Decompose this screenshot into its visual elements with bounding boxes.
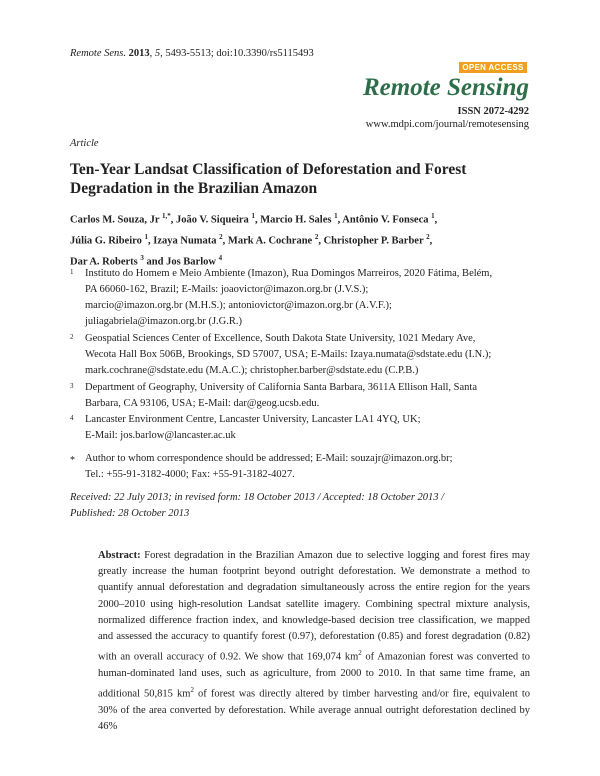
author: Christopher P. Barber (323, 235, 424, 247)
author: Izaya Numata (153, 235, 217, 247)
author-list: Carlos M. Souza, Jr $^{1,*}$, João V. Siqueira $^1$, Marcio H. Sales $^1$, Antônio V. Fonseca $^1$, Júlia G. Ribeiro $^1$, Izaya Numata $^2$, Mark A. Cochrane $^2$, Christopher P. Barber $^2$, Dar A. Roberts $^3$ and Jos Barlow $^4$ (70, 212, 438, 268)
paper-title: Ten-Year Landsat Classification of Deforestation and Forest Degradation in the Brazilian Amazon (70, 161, 467, 197)
author: Marcio H. Sales (260, 214, 332, 226)
author: Dar A. Roberts (70, 256, 138, 268)
author: Carlos M. Souza, Jr (70, 214, 160, 226)
author: Jos Barlow (166, 256, 216, 268)
article-type: Article (70, 138, 99, 149)
citation-volume: 5 (154, 48, 161, 59)
author: Júlia G. Ribeiro (70, 235, 142, 247)
journal-abbreviation: Remote Sens. (70, 48, 126, 59)
author: Antônio V. Fonseca (342, 214, 429, 226)
citation-year: 2013 (128, 48, 150, 59)
abstract: Abstract: Forest degradation in the Brazilian Amazon due to selective logging and forest fires may greatly increase the human footprint beyond outright deforestation. We demonstrate a method to quantify annual deforestation and degradation simultaneously across the entire region for the years 2000–2010 using high-resolution Landsat satellite imagery. Combining spectral mixture analysis, normalized difference fraction index, and knowledge-based decision tree classification, we mapped and assessed the accuracy to quantify forest (0.97), deforestation (0.85) and forest degradation (0.82) with an overall accuracy of 0.92. We show that 169,074 $km^2$ of Amazonian forest was converted to human-dominated land uses, such as agriculture, from 2000 to 2010. In that same time frame, an additional 50,815 $km^2$ of forest was directly altered by timber harvesting and/or fire, equivalent to 30% of the area converted by deforestation. While average annual outright deforestation declined by 46% (98, 550, 530, 733)
issn: ISSN 2072-4292 (457, 106, 529, 117)
author: João V. Siqueira (175, 214, 249, 226)
open-access-badge: OPEN ACCESS (459, 62, 527, 73)
journal-url[interactable]: www.mdpi.com/journal/remotesensing (365, 119, 529, 130)
citation-doi: , 5493-5513; doi:10.3390/rs5115493 (160, 48, 314, 59)
abstract-label: Abstract: (98, 550, 141, 561)
journal-title: Remote Sensing (363, 74, 529, 101)
publication-dates: Received: 22 July 2013; in revised form: 18 October 2013 / Accepted: 18 October 2013 / Published: 28 October 2013 (70, 492, 445, 519)
author: Mark A. Cochrane (227, 235, 313, 247)
citation-line: Remote Sens. 2013, 5, 5493-5513; doi:10.3390/rs5115493 (70, 48, 314, 59)
